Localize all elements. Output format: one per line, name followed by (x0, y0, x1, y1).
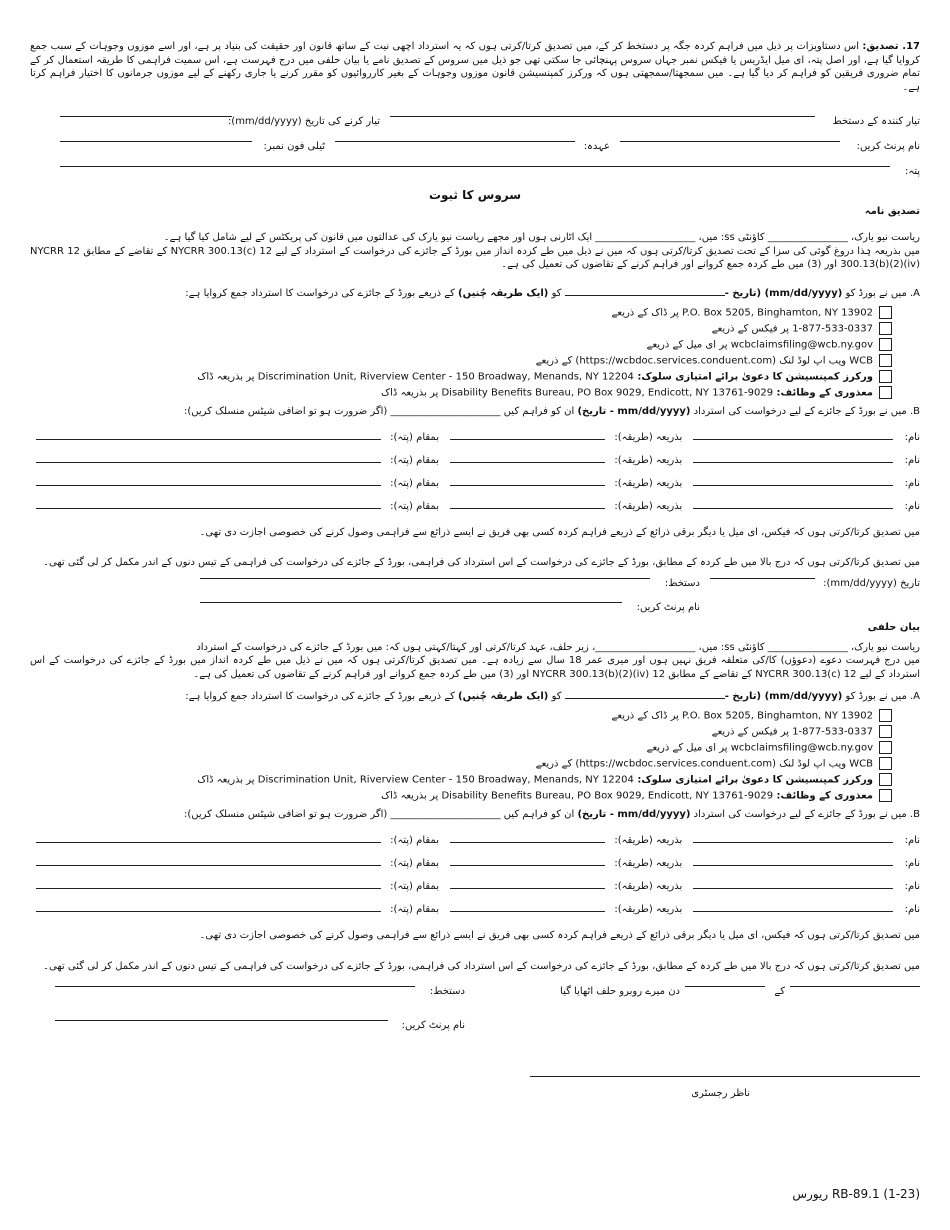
method-label: بذریعہ (طریقہ): (614, 904, 683, 916)
signature-field[interactable] (55, 986, 415, 987)
sworn-to-label: کے (774, 985, 785, 997)
at-field[interactable] (36, 439, 381, 440)
served-party-row (30, 833, 920, 856)
certificate-consent: میں تصدیق کرتا/کرتی ہوں کہ فیکس، ای میل یا دیگر برقی ذرائع کے ذریعے فراہم کردہ کسی بھی فریق نے ایسے ذرائع سے فراہمی وصول کرنے کی خصوصی اجازت دی تھی۔ (199, 526, 920, 538)
option-bold: ورکرز کمپنسیشن کا دعویٰ برائے امتیازی سلوک: (633, 774, 873, 786)
print-name-field[interactable] (200, 602, 622, 603)
a-date-field[interactable] (565, 295, 725, 296)
title-field[interactable] (335, 141, 575, 142)
method-field[interactable] (450, 485, 605, 486)
at-field[interactable] (36, 508, 381, 509)
certificate-complete: میں تصدیق کرتا/کرتی ہوں کہ درج بالا میں طے کردہ کے مطابق، بورڈ کے جائزے کی درخواست کے اس استرداد کی فراہمی، بورڈ کے جائزے کی درخواست کی فراہمی کے تیس دنوں کے اندر مکمل کر لی گئی تھی۔ (43, 557, 920, 569)
certificate-a-line (30, 288, 920, 302)
checkbox[interactable] (879, 741, 892, 754)
at-label: بمقام (پتہ): (390, 881, 439, 893)
served-party-row (30, 453, 920, 476)
a-date-label: (mm/dd/yyyy) (تاریخ - (724, 691, 843, 703)
name-label: نام: (904, 454, 920, 466)
affidavit-heading: بیان حلفی (867, 621, 920, 633)
certificate-date-sign-row (30, 578, 920, 592)
method-field[interactable] (450, 865, 605, 866)
preparer-signature-label: تیار کنندہ کے دستخط (832, 116, 920, 127)
served-party-row (30, 430, 920, 453)
name-field[interactable] (693, 911, 893, 912)
option-bold: معذوری کے وظائف: (773, 387, 873, 399)
method-option-fax[interactable] (30, 725, 892, 741)
date-field[interactable] (710, 578, 815, 579)
a-suffix: کے ذریعے بورڈ کے جائزے کی درخواست کا استرداد جمع کروایا ہے: (185, 287, 459, 299)
title-label: عہدہ: (583, 141, 610, 152)
affidavit-complete: میں تصدیق کرتا/کرتی ہوں کہ درج بالا میں طے کردہ کے مطابق، بورڈ کے جائزے کی درخواست کے اس استرداد کی فراہمی، بورڈ کے جائزے کی درخواست کی فراہمی کے تیس دنوں کے اندر مکمل کر لی گئی تھی۔ (43, 960, 920, 972)
phone-label: ٹیلی فون نمبر: (263, 141, 325, 152)
notary-signature-field[interactable] (530, 1076, 920, 1077)
name-field[interactable] (693, 888, 893, 889)
name-field[interactable] (693, 485, 893, 486)
option-label: 1-877-533-0337 پر فیکس کے ذریعے (711, 726, 873, 738)
b-prefix: B. میں نے بورڈ کے جائزے کے لیے درخواست کی استرداد (690, 809, 920, 821)
option-bold: ورکرز کمپنسیشن کا دعویٰ برائے امتیازی سلوک: (633, 371, 873, 383)
print-name-field[interactable] (620, 141, 840, 142)
name-field[interactable] (693, 508, 893, 509)
method-option-discrimination[interactable] (30, 370, 892, 386)
affidavit-text: میں درج فہرست دعوے (دعوؤں) کا/کی متعلقہ فریق نہیں ہوں اور میری عمر 18 سال سے زیادہ ہے۔ میں تصدیق کرتا/کرتی ہوں کہ میں نے ذیل میں طے کردہ انداز میں بورڈ کے جائزے کی درخواست کے اس استرداد کے لیے 12 NYCRR 300.13(c) کے تقاضے کے مطابق 12 NYCRR 300.13(b)(2)(iv) اور (3) میں طے کردہ جمع کروانے اور فراہم کرنے کے تقاضوں کی تعمیل کی ہے۔ (30, 655, 920, 680)
method-option-mail[interactable] (30, 709, 892, 725)
method-label: بذریعہ (طریقہ): (614, 881, 683, 893)
at-label: بمقام (پتہ): (390, 904, 439, 916)
method-option-mail[interactable] (30, 306, 892, 322)
at-field[interactable] (36, 462, 381, 463)
name-field[interactable] (693, 842, 893, 843)
method-option-disability[interactable] (30, 386, 892, 402)
option-label: wcbclaimsfiling@wcb.ny.gov پر ای میل کے ذریعے (646, 742, 873, 754)
affidavit-state-line: ریاست نیو یارک، ________________ کاؤنٹی ss: میں، ____________________، زیر حلف، عہد کرتا/کرتی اور کہتا/کہتی ہوں کہ: میں بورڈ کے جائزے کی درخواست کے استرداد (196, 641, 920, 653)
proof-of-service-title: سروس کا ثبوت (428, 188, 522, 202)
print-name-field[interactable] (55, 1020, 388, 1021)
method-label: بذریعہ (طریقہ): (614, 477, 683, 489)
method-option-email[interactable] (30, 741, 892, 757)
at-field[interactable] (36, 865, 381, 866)
certificate-print-name-row (30, 602, 920, 616)
at-label: بمقام (پتہ): (390, 835, 439, 847)
affidavit-consent: میں تصدیق کرتا/کرتی ہوں کہ فیکس، ای میل یا دیگر برقی ذرائع کے ذریعے فراہم کردہ کسی بھی فریق نے ایسے ذرائع سے فراہمی وصول کرنے کی خصوصی اجازت دی تھی۔ (199, 930, 920, 942)
signature-field[interactable] (200, 578, 650, 579)
signature-label: دستخط: (429, 985, 465, 997)
checkbox[interactable] (879, 370, 892, 383)
checkbox[interactable] (879, 709, 892, 722)
at-label: بمقام (پتہ): (390, 431, 439, 443)
a-mid: کو (548, 691, 565, 703)
preparer-row (30, 116, 920, 130)
a-method-label: (ایک طریقہ چُنیں) (458, 287, 549, 299)
served-party-row (30, 499, 920, 522)
b-suffix: ان کو فراہم کیں ______________________ (اگر ضرورت ہو تو اضافی شیٹس منسلک کریں): (183, 405, 578, 417)
sworn-day-field[interactable] (790, 986, 920, 987)
section-17 (30, 40, 920, 98)
method-field[interactable] (450, 842, 605, 843)
method-field[interactable] (450, 508, 605, 509)
certificate-heading: تصدیق نامہ (864, 206, 920, 217)
at-field[interactable] (36, 842, 381, 843)
section-17-number: 17. تصدیق: (862, 41, 920, 52)
checkbox[interactable] (879, 757, 892, 770)
affidavit-b-line (30, 809, 920, 823)
form-footer: RB-89.1 (1-23) ریورس (792, 1187, 920, 1201)
method-option-web-upload[interactable] (30, 757, 892, 773)
section-17-text: اس دستاویزات پر ذیل میں فراہم کردہ جگہ پر دستخط کر کے، میں تصدیق کرتا/کرتی ہوں کہ یہ استرداد اچھی نیت کے ساتھ قانون اور حقیقت کی بنیاد پر ہے، اور اسے موزوں وجوہات کے سبب جمع کروایا گیا ہے، اور اصل پتہ، ای میل ایڈریس یا فیکس نمبر جہاں سروس پہنچائی جا سکتی تھی جو ذیل میں سروس کے تصدیق نامے یا بیان حلفی میں درج فہرست ہے، اس سمیت فراہمی کا طریقہ استعمال کر کے تمام ضروری فریقین کو فراہم کر دیا گیا ہے۔ میں سمجھتا/سمجھتی ہوں کہ ورکرز کمپنسیشن قانون موزوں وجوہات کے بغیر کارروائیوں کو مقرر کرنے یا جاری رکھنے کے لیے موزوں جرمانوں کا اختیار فراہم کرتا ہے۔ (30, 41, 920, 93)
name-label: نام: (904, 904, 920, 916)
name-field[interactable] (693, 865, 893, 866)
prepared-date-field[interactable] (60, 116, 232, 117)
option-label: wcbclaimsfiling@wcb.ny.gov پر ای میل کے ذریعے (646, 339, 873, 351)
method-field[interactable] (450, 462, 605, 463)
prepared-date-label: تیار کرنے کی تاریخ (mm/dd/yyyy): (227, 116, 380, 127)
certificate-served-parties (30, 430, 920, 522)
a-method-label: (ایک طریقہ چُنیں) (458, 691, 549, 703)
affidavit-served-parties (30, 833, 920, 925)
certificate-b-line (30, 406, 920, 420)
at-label: بمقام (پتہ): (390, 858, 439, 870)
served-party-row (30, 476, 920, 499)
checkbox[interactable] (879, 354, 892, 367)
option-label: Disability Benefits Bureau, PO Box 9029, Endicott, NY 13761-9029 پر بذریعہ ڈاک (381, 387, 774, 399)
at-label: بمقام (پتہ): (390, 500, 439, 512)
at-label: بمقام (پتہ): (390, 454, 439, 466)
name-label: نام: (904, 858, 920, 870)
a-prefix: A. میں نے بورڈ کو (842, 691, 920, 703)
name-field[interactable] (693, 462, 893, 463)
preparer-signature-field[interactable] (390, 116, 815, 117)
option-label: WCB ویب اپ لوڈ لنک (https://wcbdoc.services.conduent.com) کے ذریعے (535, 355, 873, 367)
served-party-row (30, 856, 920, 879)
at-field[interactable] (36, 911, 381, 912)
notary-label: ناظر رجسٹری (691, 1087, 750, 1099)
affidavit-a-line (30, 691, 920, 705)
option-label: Disability Benefits Bureau, PO Box 9029, Endicott, NY 13761-9029 پر بذریعہ ڈاک (381, 790, 774, 802)
name-label: نام: (904, 500, 920, 512)
date-label: تاریخ (mm/dd/yyyy): (823, 577, 920, 589)
method-field[interactable] (450, 439, 605, 440)
name-label: نام: (904, 881, 920, 893)
a-date-label: (mm/dd/yyyy) (تاریخ - (724, 287, 843, 299)
address-field[interactable] (60, 166, 890, 167)
option-bold: معذوری کے وظائف: (773, 790, 873, 802)
checkbox[interactable] (879, 322, 892, 335)
signature-label: دستخط: (664, 577, 700, 589)
checkbox[interactable] (879, 725, 892, 738)
checkbox[interactable] (879, 386, 892, 399)
checkbox[interactable] (879, 338, 892, 351)
at-field[interactable] (36, 888, 381, 889)
option-label: WCB ویب اپ لوڈ لنک (https://wcbdoc.services.conduent.com) کے ذریعے (535, 758, 873, 770)
certificate-state-line: ریاست نیو یارک، ________________ کاؤنٹی ss: میں، ____________________ ایک اٹارنی ہوں اور مجھے ریاست نیو یارک کی عدالتوں میں قانون کی پریکٹس کے لیے شامل کیا گیا ہے۔ (163, 232, 920, 243)
affidavit-print-name-row (30, 1020, 920, 1034)
b-date-label: (mm/dd/yyyy - تاریخ) (577, 405, 691, 417)
checkbox[interactable] (879, 789, 892, 802)
checkbox[interactable] (879, 773, 892, 786)
method-field[interactable] (450, 911, 605, 912)
address-label: پتہ: (904, 166, 920, 177)
at-label: بمقام (پتہ): (390, 477, 439, 489)
name-label: نام: (904, 835, 920, 847)
served-party-row (30, 902, 920, 925)
served-party-row (30, 879, 920, 902)
certificate-method-options (30, 306, 892, 402)
method-option-email[interactable] (30, 338, 892, 354)
certificate-text: میں بذریعہ ہٰذا دروغ گوئی کی سزا کے تحت تصدیق کرتا/کرتی ہوں کہ میں نے ذیل میں طے کردہ انداز میں بورڈ کے جائزے کی درخواست کے استرداد کے لیے 12 NYCRR 300.13(c) کے تقاضے کے مطابق 12 NYCRR 300.13(b)(2)(iv) اور (3) میں طے کردہ جمع کروانے اور فراہم کرنے کے تقاضوں کی تعمیل کی ہے۔ (30, 245, 921, 271)
method-option-web-upload[interactable] (30, 354, 892, 370)
name-label: نام: (904, 477, 920, 489)
option-label: Discrimination Unit, Riverview Center - 150 Broadway, Menands, NY 12204 پر بذریعہ ڈاک (197, 774, 634, 786)
b-prefix: B. میں نے بورڈ کے جائزے کے لیے درخواست کی استرداد (690, 405, 920, 417)
method-field[interactable] (450, 888, 605, 889)
method-label: بذریعہ (طریقہ): (614, 500, 683, 512)
name-label: نام: (904, 431, 920, 443)
name-field[interactable] (693, 439, 893, 440)
sworn-month-field[interactable] (685, 986, 765, 987)
affidavit-method-options (30, 709, 892, 805)
print-name-label: نام پرنٹ کریں: (401, 1019, 465, 1031)
print-name-label: نام پرنٹ کریں: (636, 601, 700, 613)
b-suffix: ان کو فراہم کیں ______________________ (اگر ضرورت ہو تو اضافی شیٹس منسلک کریں): (183, 809, 578, 821)
print-name-label: نام پرنٹ کریں: (856, 141, 920, 152)
method-option-fax[interactable] (30, 322, 892, 338)
phone-field[interactable] (60, 141, 252, 142)
method-label: بذریعہ (طریقہ): (614, 835, 683, 847)
method-label: بذریعہ (طریقہ): (614, 431, 683, 443)
option-label: P.O. Box 5205, Binghamton, NY 13902 پر ڈاک کے ذریعے (611, 307, 873, 319)
option-label: 1-877-533-0337 پر فیکس کے ذریعے (711, 323, 873, 335)
address-row (30, 166, 920, 180)
method-label: بذریعہ (طریقہ): (614, 454, 683, 466)
affidavit-sworn-sign-row (30, 986, 920, 1000)
a-suffix: کے ذریعے بورڈ کے جائزے کی درخواست کا استرداد جمع کروایا ہے: (185, 691, 459, 703)
name-title-phone-row (30, 141, 920, 155)
option-label: P.O. Box 5205, Binghamton, NY 13902 پر ڈاک کے ذریعے (611, 710, 873, 722)
sworn-text: دن میرے روبرو حلف اٹھایا گیا (560, 985, 680, 997)
method-option-disability[interactable] (30, 789, 892, 805)
b-date-label: (mm/dd/yyyy - تاریخ) (577, 809, 691, 821)
a-date-field[interactable] (565, 698, 725, 699)
method-option-discrimination[interactable] (30, 773, 892, 789)
at-field[interactable] (36, 485, 381, 486)
a-mid: کو (548, 287, 565, 299)
checkbox[interactable] (879, 306, 892, 319)
method-label: بذریعہ (طریقہ): (614, 858, 683, 870)
option-label: Discrimination Unit, Riverview Center - 150 Broadway, Menands, NY 12204 پر بذریعہ ڈاک (197, 371, 634, 383)
a-prefix: A. میں نے بورڈ کو (842, 287, 920, 299)
notary-label-row (30, 1088, 920, 1102)
